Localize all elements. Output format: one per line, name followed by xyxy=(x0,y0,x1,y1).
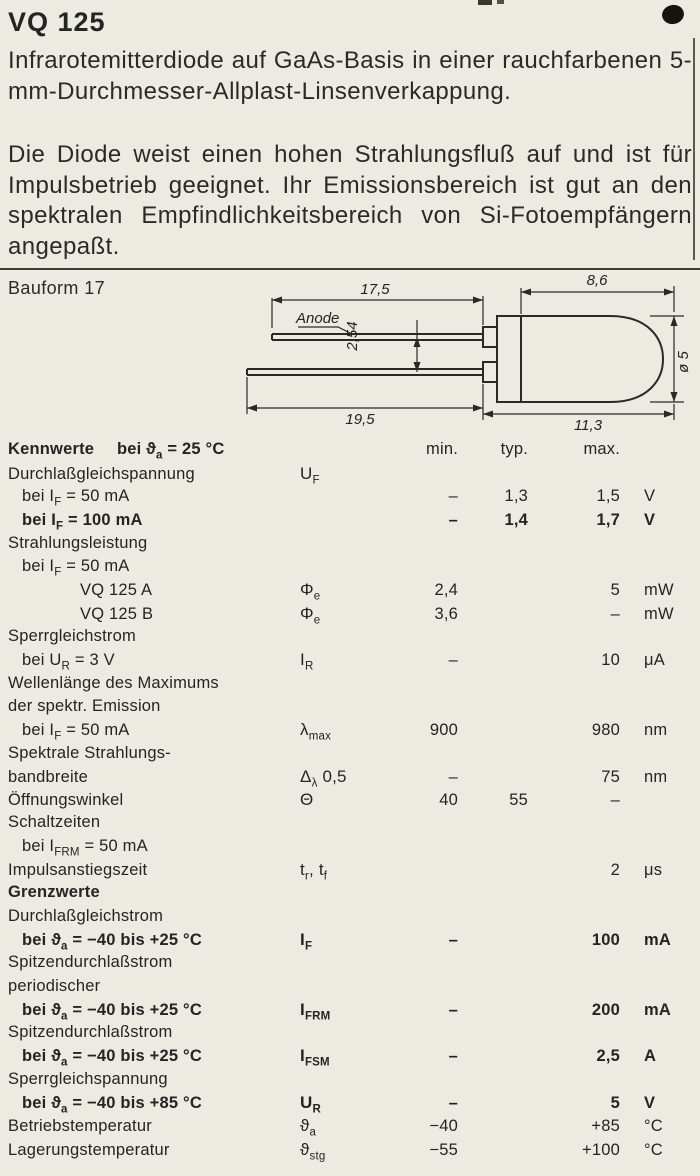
row-max: – xyxy=(610,604,620,623)
row-symbol: $U_R$ xyxy=(300,1093,321,1116)
page-title: VQ 125 xyxy=(8,7,106,37)
table-row xyxy=(8,534,692,557)
row-symbol: $U_F$ xyxy=(300,464,320,487)
row-max: 1,7 xyxy=(596,510,620,529)
dim-lens-length: 8,6 xyxy=(586,272,608,289)
table-row xyxy=(8,1070,692,1093)
row-label: Strahlungsleistung xyxy=(8,533,148,552)
row-min: – xyxy=(448,1094,458,1113)
anode-label: Anode xyxy=(296,310,340,327)
row-min: – xyxy=(448,651,458,670)
row-min: 3,6 xyxy=(434,604,458,623)
row-min: – xyxy=(448,767,458,786)
dim-lead-span: 17,5 xyxy=(360,281,390,298)
row-min: 900 xyxy=(429,721,458,740)
row-symbol: $ϑ_a$ xyxy=(300,1116,317,1139)
row-unit: V xyxy=(644,487,656,506)
row-label: bei $ϑ_a = -40$ bis +25 °C xyxy=(22,1047,202,1069)
row-unit: nm xyxy=(644,721,668,740)
row-min: – xyxy=(448,510,458,529)
row-min: – xyxy=(448,1047,458,1066)
table-row xyxy=(8,813,692,836)
row-symbol: Θ xyxy=(300,790,314,810)
table-row xyxy=(8,580,692,603)
header-typ: typ. xyxy=(500,440,528,458)
table-row xyxy=(8,977,692,1000)
row-unit: V xyxy=(644,510,656,529)
row-symbol: $I_F$ xyxy=(300,929,313,953)
table-row xyxy=(8,1023,692,1046)
table-row xyxy=(8,487,692,510)
dim-body-length: 11,3 xyxy=(573,417,603,434)
row-min: 2,4 xyxy=(434,581,458,600)
row-unit: mA xyxy=(644,930,671,949)
table-row xyxy=(8,557,692,580)
row-typ: 55 xyxy=(509,791,528,810)
intro-paragraph-2: Die Diode weist einen hohen Strahlungsfluß auf und ist für Impulsbetrieb geeignet. Ihr Emissionsbereich ist gut an den spektralen Empfindlichkeitsbereich von Si-Fotoempfängern angepaßt. xyxy=(8,141,692,260)
row-symbol: $I_{FSM}$ xyxy=(300,1046,330,1069)
row-max: +85 xyxy=(591,1117,620,1136)
row-max: – xyxy=(610,791,620,810)
table-row xyxy=(8,790,692,813)
row-label: Grenzwerte xyxy=(8,883,100,902)
table-row xyxy=(8,953,692,976)
table-row xyxy=(8,1140,692,1163)
row-unit: A xyxy=(644,1047,657,1066)
row-min: – xyxy=(448,1000,458,1019)
table-row xyxy=(8,697,692,720)
table-row xyxy=(8,464,692,487)
table-row xyxy=(8,883,692,906)
row-unit: mA xyxy=(644,1000,671,1019)
row-unit: °C xyxy=(644,1117,663,1136)
header-min: min. xyxy=(426,440,458,458)
row-label: bei $I_F = 100$ mA xyxy=(22,510,143,532)
row-symbol: $I_{FRM}$ xyxy=(300,999,331,1023)
table-row xyxy=(8,650,692,673)
scan-edge-line xyxy=(693,38,695,260)
row-min: −55 xyxy=(429,1140,458,1159)
row-label: bei $ϑ_a = -40$ bis +25 °C xyxy=(22,930,202,953)
table-header-left xyxy=(8,440,300,462)
row-symbol: $\Phi_e$ xyxy=(300,603,321,627)
led-technical-drawing xyxy=(0,270,700,440)
row-label: periodischer xyxy=(8,976,101,995)
row-unit: mW xyxy=(644,604,674,623)
bauform-label: Bauform 17 xyxy=(8,278,106,298)
row-label: bandbreite xyxy=(8,767,88,786)
row-label: Wellenlänge des Maximums xyxy=(8,673,219,692)
row-label: Betriebstemperatur xyxy=(8,1117,152,1136)
scan-artifact xyxy=(497,0,504,4)
row-min: −40 xyxy=(429,1117,458,1136)
row-unit: μs xyxy=(644,861,663,880)
row-max: 5 xyxy=(610,581,620,600)
row-unit: V xyxy=(644,1094,656,1113)
table-row xyxy=(8,1093,692,1116)
table-row xyxy=(8,1000,692,1023)
row-label: Lagerungstemperatur xyxy=(8,1140,170,1159)
row-min: – xyxy=(448,930,458,949)
row-max: 200 xyxy=(591,1000,620,1019)
header-max: max. xyxy=(583,440,620,458)
table-row xyxy=(8,674,692,697)
row-label: Durchlaßgleichspannung xyxy=(8,465,195,483)
package-drawing-section xyxy=(0,270,700,440)
row-symbol: $t_r$, $t_f$ xyxy=(300,860,328,883)
spec-table-rows xyxy=(8,464,692,1163)
row-label: VQ 125 B xyxy=(80,604,154,623)
row-symbol: $\lambda_{max}$ xyxy=(300,720,332,743)
dim-diameter: ø 5 xyxy=(675,351,692,373)
kennwerte-label: Kennwerte xyxy=(8,440,95,458)
table-row xyxy=(8,860,692,883)
row-typ: 1,4 xyxy=(504,510,528,529)
intro-paragraph-1: Infrarotemitterdiode auf GaAs-Basis in einer rauchfarbenen 5-mm-Durchmesser-Allplast-Linsenverkappung. xyxy=(8,47,692,105)
row-label: Spitzendurchlaßstrom xyxy=(8,953,173,972)
row-symbol: $I_R$ xyxy=(300,650,314,673)
row-unit: °C xyxy=(644,1140,663,1159)
spec-table xyxy=(8,440,692,1163)
table-row xyxy=(8,1116,692,1139)
led-outline xyxy=(247,316,663,402)
row-max: 75 xyxy=(601,767,620,786)
row-max: 10 xyxy=(601,651,620,670)
row-max: 2 xyxy=(610,861,620,880)
row-label: bei $U_R = 3$ V xyxy=(22,651,115,673)
row-label: bei $I_F = 50$ mA xyxy=(22,721,130,743)
row-typ: 1,3 xyxy=(504,487,528,506)
table-row xyxy=(8,837,692,860)
row-max: 100 xyxy=(591,930,620,949)
table-row xyxy=(8,1046,692,1069)
table-row xyxy=(8,511,692,534)
row-label: Durchlaßgleichstrom xyxy=(8,906,164,925)
table-row xyxy=(8,720,692,743)
row-label: bei $ϑ_a = -40$ bis +85 °C xyxy=(22,1094,202,1116)
row-label: Schaltzeiten xyxy=(8,813,101,832)
scan-artifact xyxy=(478,0,492,5)
row-label: Spektrale Strahlungs- xyxy=(8,743,171,762)
row-label: bei $ϑ_a = -40$ bis +25 °C xyxy=(22,1000,202,1023)
row-max: +100 xyxy=(582,1140,620,1159)
spec-table-header xyxy=(8,440,692,464)
table-row xyxy=(8,907,692,930)
row-label: bei $I_F = 50$ mA xyxy=(22,487,130,509)
row-symbol: $\Delta_\lambda$ 0,5 xyxy=(300,766,347,790)
row-max: 980 xyxy=(591,721,620,740)
row-symbol: $\Phi_e$ xyxy=(300,580,321,603)
row-unit: mW xyxy=(644,581,674,600)
table-row xyxy=(8,604,692,627)
row-unit: nm xyxy=(644,767,668,786)
row-label: der spektr. Emission xyxy=(8,696,161,715)
row-min: 40 xyxy=(439,791,458,810)
row-label: bei $I_{FRM} = 50$ mA xyxy=(22,836,148,859)
row-max: 5 xyxy=(610,1094,620,1113)
dim-lead-pitch: 2,54 xyxy=(344,321,361,351)
kennwerte-condition: bei $ϑ_a = 25$ °C xyxy=(116,440,225,462)
row-label: Sperrgleichspannung xyxy=(8,1069,168,1088)
row-label: Öffnungswinkel xyxy=(8,791,124,810)
row-unit: μA xyxy=(644,651,665,670)
row-label: Impulsanstiegszeit xyxy=(8,861,148,880)
row-symbol: $ϑ_{stg}$ xyxy=(300,1139,326,1162)
row-label: bei $I_F = 50$ mA xyxy=(22,557,130,579)
table-row xyxy=(8,767,692,790)
row-label: VQ 125 A xyxy=(80,581,153,600)
row-label: Sperrgleichstrom xyxy=(8,627,136,646)
row-max: 1,5 xyxy=(596,487,620,506)
table-row xyxy=(8,627,692,650)
table-row xyxy=(8,930,692,953)
row-min: – xyxy=(448,487,458,506)
row-label: Spitzendurchlaßstrom xyxy=(8,1023,173,1042)
dim-lower-lead: 19,5 xyxy=(345,411,375,428)
table-row xyxy=(8,744,692,767)
dimension-lines xyxy=(247,286,684,420)
row-max: 2,5 xyxy=(596,1047,620,1066)
